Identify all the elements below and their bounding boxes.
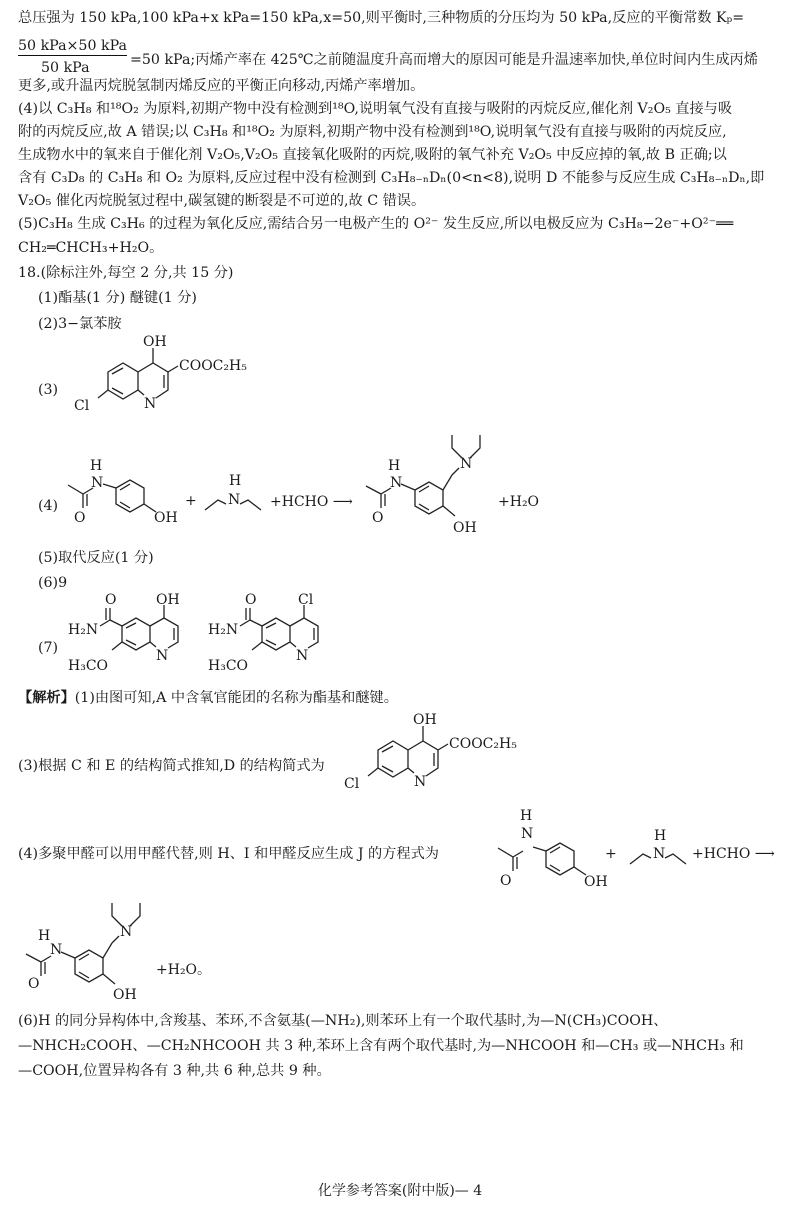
answer-3-label: (3): [38, 382, 59, 398]
hydroxyl-label: OH: [143, 334, 167, 350]
hydroxyl-label: OH: [156, 592, 180, 608]
text-line: =50 kPa;丙烯产率在 425℃之前随温度升高而增大的原因可能是升温速率加快,单位时间内生成丙烯: [130, 52, 758, 68]
text-line: 更多,或升温丙烷脱氢制丙烯反应的平衡正向移动,丙烯产率增加。: [18, 78, 425, 94]
o-label: O: [372, 510, 384, 526]
n-label: N: [50, 942, 63, 958]
o-label: O: [105, 592, 117, 608]
n-label: N: [228, 492, 241, 508]
text-line: 总压强为 150 kPa,100 kPa+x kPa=150 kPa,x=50,则平衡时,三种物质的分压均为 50 kPa,反应的平衡常数 Kₚ=: [18, 10, 745, 26]
text-line: —NHCH₂COOH、—CH₂NHCOOH 共 3 种,苯环上含有两个取代基时,为—NHCOOH 和—CH₃ 或—NHCH₃ 和: [18, 1038, 744, 1054]
h-label: H: [388, 458, 401, 474]
analysis-reactants-structure: [490, 800, 790, 900]
amide-amine-label: H₂N: [208, 622, 239, 638]
ring-nitrogen-label: N: [296, 648, 309, 664]
answer-1: (1)酯基(1 分) 醚键(1 分): [38, 290, 197, 306]
text-line: CH₂═CHCH₃+H₂O。: [18, 240, 164, 256]
text-line: (4)以 C₃H₈ 和¹⁸O₂ 为原料,初期产物中没有检测到¹⁸O,说明氧气没有直接与吸附的丙烷反应,催化剂 V₂O₅ 直接与吸: [18, 101, 733, 117]
h-label: H: [90, 458, 103, 474]
answer-7-label: (7): [38, 640, 59, 656]
hcho-arrow-label: +HCHO ⟶: [692, 846, 775, 862]
plus-sign: +: [185, 493, 197, 509]
hydroxyl-label: OH: [113, 987, 137, 1003]
methoxy-label: H₃CO: [68, 658, 109, 674]
amide-amine-label: H₂N: [68, 622, 99, 638]
plus-water-label: +H₂O。: [156, 962, 212, 978]
hydroxyl-label: OH: [154, 510, 178, 526]
hydroxyl-label: OH: [453, 520, 477, 536]
hcho-arrow-label: +HCHO ⟶: [270, 494, 353, 510]
o-label: O: [74, 510, 86, 526]
fraction-numerator: 50 kPa×50 kPa: [18, 38, 127, 54]
ring-nitrogen-label: N: [144, 396, 157, 412]
n-label: N: [120, 924, 133, 940]
analysis-quinoline-structure: [330, 708, 530, 808]
ring-nitrogen-label: N: [156, 648, 169, 664]
analysis-heading: 【解析】: [18, 690, 75, 706]
chloro-label: Cl: [344, 776, 360, 792]
chloro-label: Cl: [298, 592, 314, 608]
text-line: V₂O₅ 催化丙烷脱氢过程中,碳氢键的断裂是不可逆的,故 C 错误。: [18, 193, 426, 209]
text-line: 含有 C₃D₈ 的 C₃H₈ 和 O₂ 为原料,反应过程中没有检测到 C₃H₈₋ₙDₙ(0<n<8),说明 D 不能参与反应生成 C₃H₈₋ₙDₙ,即: [18, 170, 765, 186]
ring-nitrogen-label: N: [414, 774, 427, 790]
o-label: O: [245, 592, 257, 608]
question-header: 18.(除标注外,每空 2 分,共 15 分): [18, 265, 234, 281]
h-label: H: [520, 808, 533, 824]
hydroxyl-label: OH: [413, 712, 437, 728]
h-label: H: [654, 828, 667, 844]
fraction-denominator: 50 kPa: [41, 60, 90, 76]
answer-2: (2)3−氯苯胺: [38, 316, 122, 332]
answer-6: (6)9: [38, 575, 68, 591]
ester-label: COOC₂H₅: [179, 358, 247, 374]
plus-water-label: +H₂O: [498, 494, 540, 510]
n-label: N: [390, 475, 403, 491]
n-label: N: [653, 846, 666, 862]
text-line: —COOH,位置异构各有 3 种,共 6 种,总共 9 种。: [18, 1063, 331, 1079]
answer-4-label: (4): [38, 498, 59, 514]
o-label: O: [500, 873, 512, 889]
n-label: N: [521, 826, 534, 842]
answer-5: (5)取代反应(1 分): [38, 550, 154, 566]
n-label: N: [91, 475, 104, 491]
plus-sign: +: [605, 846, 617, 862]
text-line: (3)根据 C 和 E 的结构简式推知,D 的结构简式为: [18, 758, 325, 774]
quinoline-ester-structure: [60, 330, 260, 430]
chloro-label: Cl: [74, 398, 90, 414]
ester-label: COOC₂H₅: [449, 736, 517, 752]
hydroxyl-label: OH: [584, 874, 608, 890]
text-line: (6)H 的同分异构体中,含羧基、苯环,不含氨基(—NH₂),则苯环上有一个取代基时,为—N(CH₃)COOH、: [18, 1013, 668, 1029]
text-line: (5)C₃H₈ 生成 C₃H₆ 的过程为氧化反应,需结合另一电极产生的 O²⁻ 发生反应,所以电极反应为 C₃H₈−2e⁻+O²⁻══: [18, 216, 734, 232]
page-footer: 化学参考答案(附中版)— 4: [317, 1183, 483, 1199]
n-label: N: [460, 456, 473, 472]
text-line: (4)多聚甲醛可以用甲醛代替,则 H、I 和甲醛反应生成 J 的方程式为: [18, 846, 439, 862]
methoxy-label: H₃CO: [208, 658, 249, 674]
answer-7-structures: [60, 590, 400, 690]
text-line: 生成物水中的氧来自于催化剂 V₂O₅,V₂O₅ 直接氧化吸附的丙烷,吸附的氧气补充 V₂O₅ 中反应掉的氧,故 B 正确;以: [18, 147, 727, 163]
analysis-text: (1)由图可知,A 中含氧官能团的名称为酯基和醚键。: [74, 690, 398, 706]
reaction-4-structure: [60, 430, 600, 540]
analysis-product-structure: [18, 888, 278, 1008]
h-label: H: [229, 473, 242, 489]
text-line: 附的丙烷反应,故 A 错误;以 C₃H₈ 和¹⁸O₂ 为原料,初期产物中没有检测到¹⁸O,说明氧气没有直接与吸附的丙烷反应,: [18, 124, 727, 140]
o-label: O: [28, 976, 40, 992]
h-label: H: [38, 928, 51, 944]
